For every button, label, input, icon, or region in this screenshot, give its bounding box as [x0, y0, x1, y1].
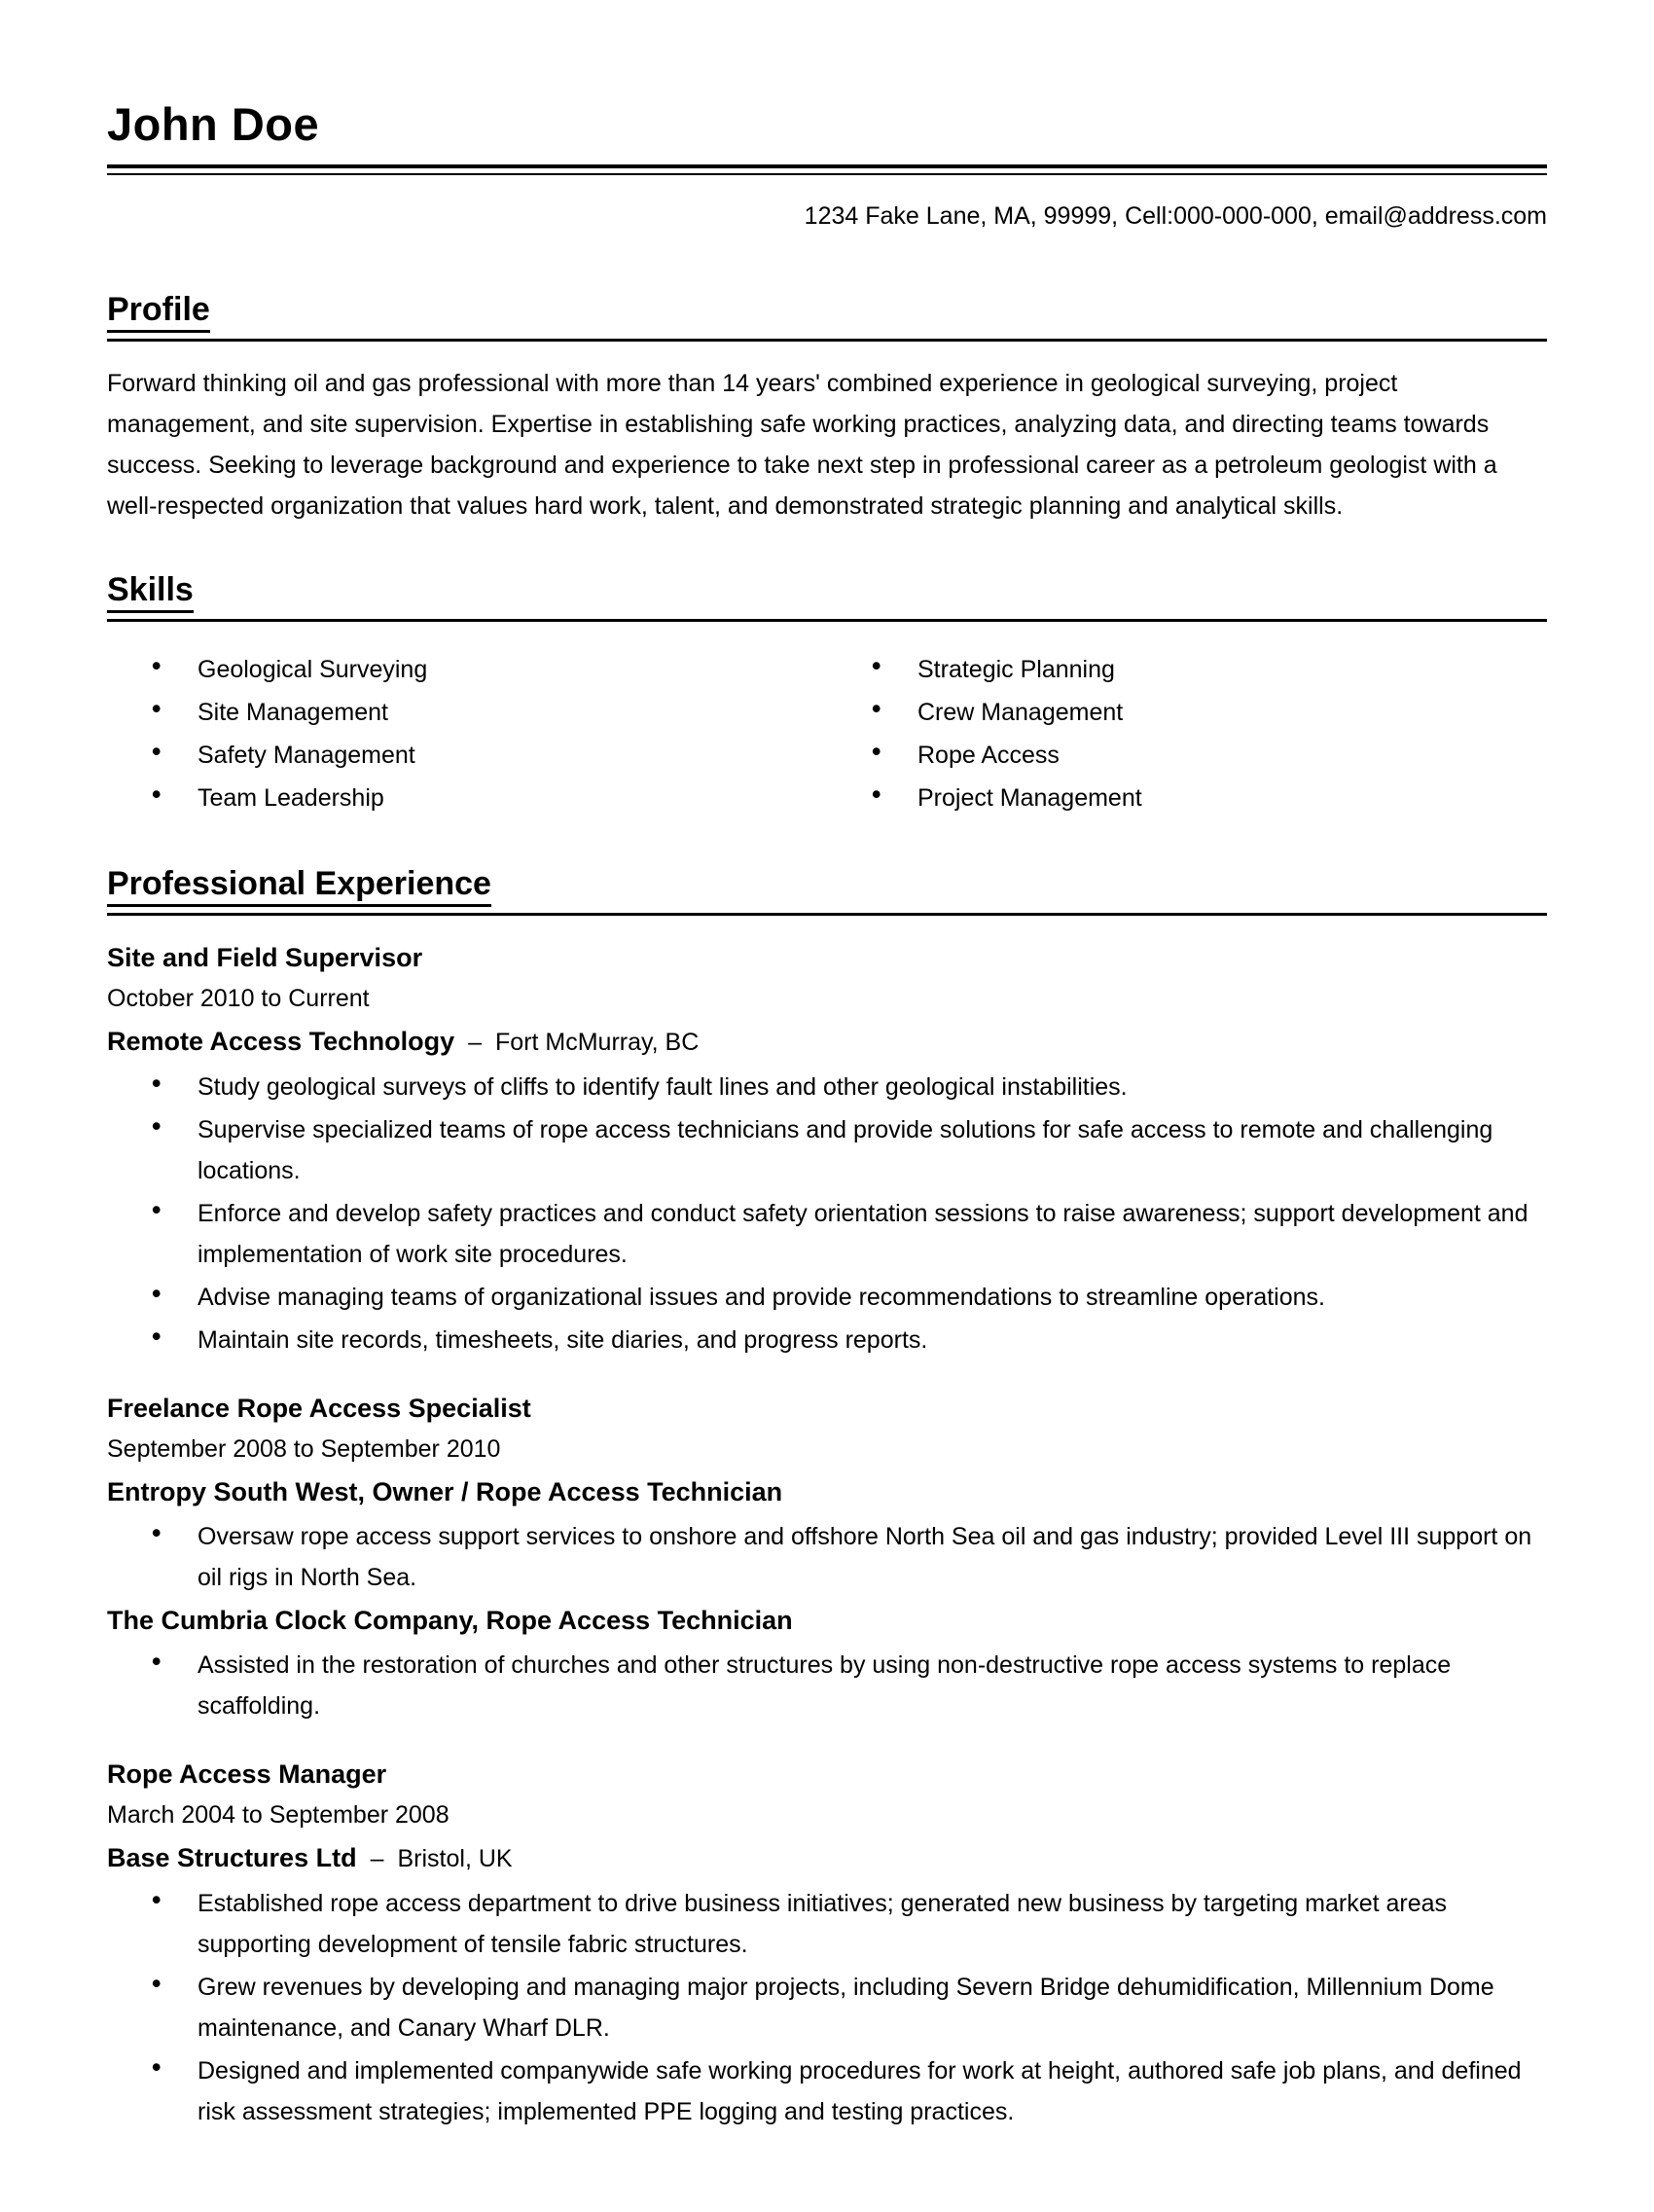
job-title: Rope Access Manager	[107, 1759, 387, 1789]
skills-columns	[107, 643, 1547, 820]
profile-heading	[107, 291, 1547, 342]
header-divider	[107, 164, 1547, 175]
job-bullet-list	[107, 1067, 1547, 1360]
job-bullet: • Established rope access department to drive business initiatives; generated new business by targeting market areas supporting development of tensile fabric structures.	[107, 1883, 1547, 1965]
skill-item: • Site Management	[107, 692, 827, 733]
skill-item: • Safety Management	[107, 735, 827, 776]
job-title: Site and Field Supervisor	[107, 943, 423, 972]
profile-heading-text: Profile	[107, 291, 210, 333]
job-bullet: • Assisted in the restoration of churches and other structures by using non-destructive rope access systems to replace scaffolding.	[107, 1645, 1547, 1726]
job-bullet: • Oversaw rope access support services to onshore and offshore North Sea oil and gas industry; provided Level III support on oil rigs in North Sea.	[107, 1516, 1547, 1598]
job-bullet-list	[107, 1516, 1547, 1598]
job-bullet: • Advise managing teams of organizational issues and provide recommendations to streamline operations.	[107, 1277, 1547, 1318]
employer-line	[107, 1600, 1547, 1641]
job-bullet: • Grew revenues by developing and managing major projects, including Severn Bridge dehumidification, Millennium Dome maintenance, and Canary Wharf DLR.	[107, 1967, 1547, 2049]
job-bullet: • Designed and implemented companywide safe working procedures for work at height, authored safe job plans, and defined risk assessment strategies; implemented PPE logging and testing practices.	[107, 2050, 1547, 2132]
job-dates: September 2008 to September 2010	[107, 1435, 501, 1463]
job-title: Freelance Rope Access Specialist	[107, 1394, 531, 1423]
job-bullet: • Supervise specialized teams of rope access technicians and provide solutions for safe access to remote and challenging locations.	[107, 1109, 1547, 1191]
job-dates: October 2010 to Current	[107, 985, 370, 1012]
section-skills	[107, 571, 1547, 820]
experience-heading	[107, 865, 1547, 916]
job-bullet-list	[107, 1883, 1547, 2132]
skill-item: • Project Management	[827, 778, 1547, 818]
job-rope-access-manager	[107, 1754, 1547, 2132]
job-bullet-list	[107, 1645, 1547, 1726]
company-name: The Cumbria Clock Company, Rope Access Technician	[107, 1606, 793, 1635]
company-location: Fort McMurray, BC	[495, 1029, 700, 1056]
skills-heading-text: Skills	[107, 571, 194, 613]
company-name: Entropy South West, Owner / Rope Access Technician	[107, 1477, 783, 1506]
profile-text: Forward thinking oil and gas professional with more than 14 years' combined experience in geological surveying, project management, and site supervision. Expertise in establishing safe working practices, analyzing data, and directing teams towards success. Seeking to leverage background and experience to take next step in professional career as a petroleum geologist with a well-respected organization that values hard work, talent, and demonstrated strategic planning and analytical skills.	[107, 370, 1497, 520]
company-name: Remote Access Technology	[107, 1027, 455, 1056]
company-name: Base Structures Ltd	[107, 1843, 357, 1872]
skills-column-right	[827, 643, 1547, 820]
skills-list-right	[827, 649, 1547, 818]
job-bullet: • Study geological surveys of cliffs to identify fault lines and other geological instabilities.	[107, 1067, 1547, 1107]
job-bullet: • Enforce and develop safety practices and conduct safety orientation sessions to raise awareness; support development and implementation of work site procedures.	[107, 1193, 1547, 1275]
skill-item: • Rope Access	[827, 735, 1547, 776]
skills-heading	[107, 571, 1547, 622]
job-bullet: • Maintain site records, timesheets, site diaries, and progress reports.	[107, 1320, 1547, 1360]
employer-line	[107, 1021, 1547, 1063]
employer-line	[107, 1471, 1547, 1512]
job-dates: March 2004 to September 2008	[107, 1801, 449, 1829]
person-name: John Doe	[107, 98, 320, 150]
skill-item: • Crew Management	[827, 692, 1547, 733]
employer-line	[107, 1837, 1547, 1879]
experience-heading-text: Professional Experience	[107, 865, 491, 907]
section-profile	[107, 291, 1547, 526]
job-site-and-field-supervisor	[107, 937, 1547, 1360]
company-location-separator: –	[370, 1845, 384, 1872]
skill-item: • Strategic Planning	[827, 649, 1547, 690]
skills-list-left	[107, 649, 827, 818]
company-location: Bristol, UK	[397, 1845, 513, 1872]
job-freelance-rope-access-specialist	[107, 1388, 1547, 1726]
skills-column-left	[107, 643, 827, 820]
skill-item: • Team Leadership	[107, 778, 827, 818]
skill-item: • Geological Surveying	[107, 649, 827, 690]
contact-line: 1234 Fake Lane, MA, 99999, Cell:000-000-000, email@address.com	[804, 202, 1547, 230]
section-experience	[107, 865, 1547, 2132]
company-location-separator: –	[468, 1029, 483, 1056]
